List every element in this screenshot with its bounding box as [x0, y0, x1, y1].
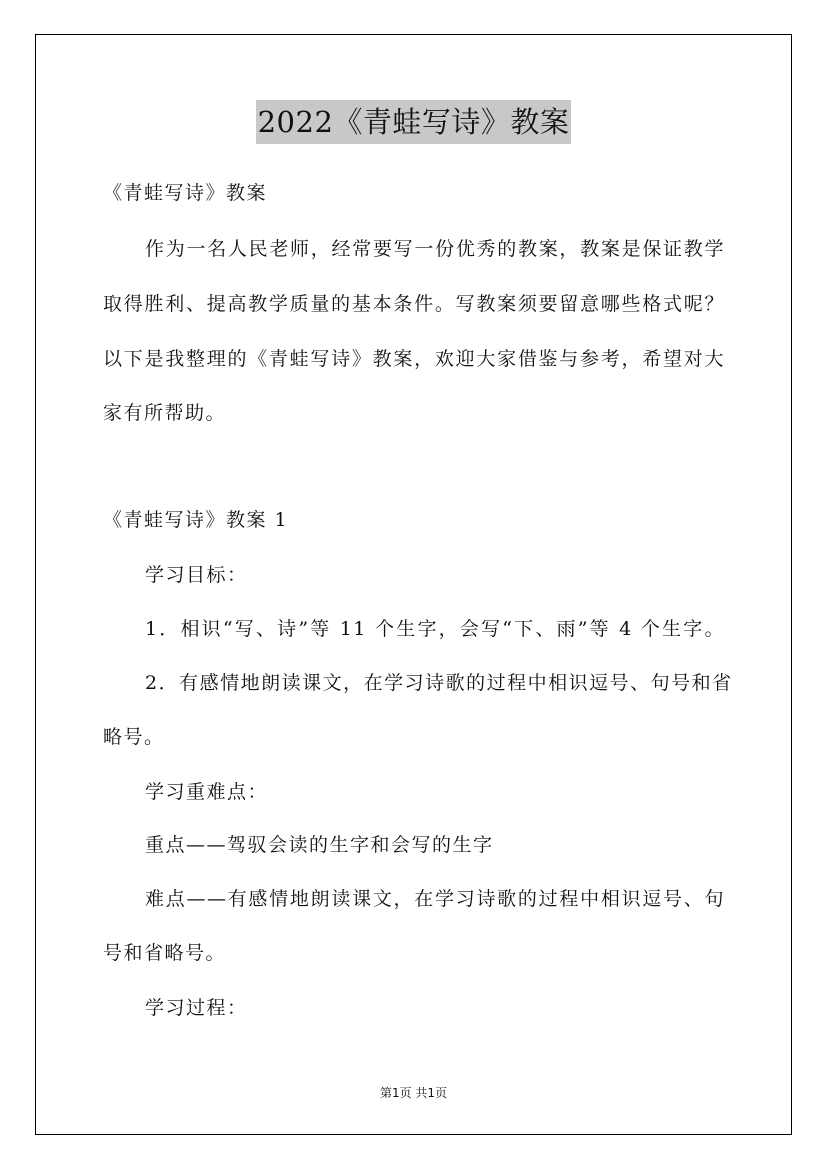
subtitle-line: 《青蛙写诗》教案: [103, 182, 268, 204]
paragraph-line: 1．相识“写、诗”等 11 个生字，会写“下、雨”等 4 个生字。: [145, 618, 725, 640]
title-wrapper: [0, 100, 827, 144]
paragraph-line: 难点——有感情地朗读课文，在学习诗歌的过程中相识逗号、句: [145, 888, 725, 910]
page-footer: 第1页 共1页: [379, 1086, 448, 1100]
paragraph-line: 家有所帮助。: [103, 402, 227, 424]
paragraph-line: 学习目标：: [145, 564, 248, 586]
paragraph-line: 以下是我整理的《青蛙写诗》教案，欢迎大家借鉴与参考，希望对大: [103, 348, 725, 370]
paragraph-line: 学习重难点：: [145, 781, 269, 803]
section-heading: 《青蛙写诗》教案 1: [103, 509, 289, 531]
paragraph-line: 2．有感情地朗读课文，在学习诗歌的过程中相识逗号、句号和省: [145, 672, 733, 694]
paragraph-line: 学习过程：: [145, 997, 248, 1019]
paragraph-line: 取得胜利、提高教学质量的基本条件。写教案须要留意哪些格式呢？: [103, 293, 725, 315]
paragraph-line: 重点——驾驭会读的生字和会写的生字: [145, 834, 494, 856]
paragraph-line: 略号。: [103, 726, 165, 748]
paragraph-line: 作为一名人民老师，经常要写一份优秀的教案，教案是保证教学: [145, 238, 725, 260]
document-title: 2022《青蛙写诗》教案: [256, 100, 572, 144]
paragraph-line: 号和省略号。: [103, 942, 227, 964]
